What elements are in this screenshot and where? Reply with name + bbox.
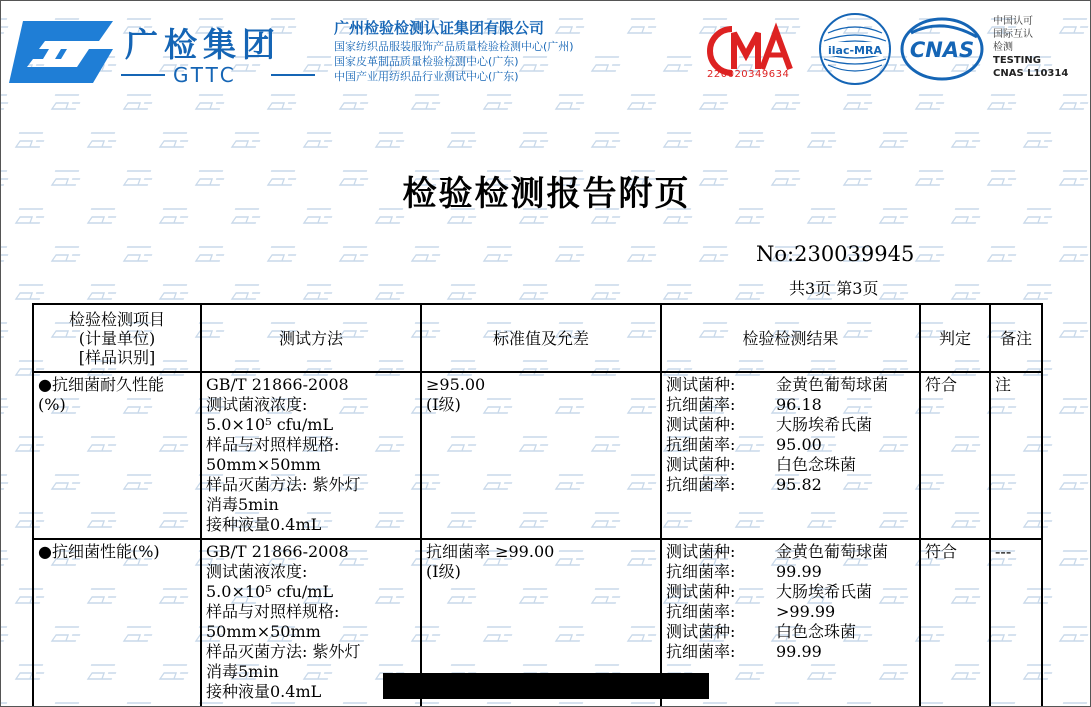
cell-verdict: 符合 (920, 372, 990, 539)
item-line: (%) (38, 395, 66, 414)
brand-name-en: GTTC (173, 63, 237, 87)
result-line (666, 435, 915, 455)
col-header-remark: 备注 (990, 304, 1042, 372)
gttc-logo-icon (9, 19, 113, 85)
col-header-verdict: 判定 (920, 304, 990, 372)
cnas-accreditation-text (993, 15, 1068, 80)
result-value: 金黄色葡萄球菌 (776, 375, 889, 394)
watermark-mark (806, 133, 839, 147)
result-label: 抗细菌率: (666, 562, 736, 581)
col-header-result: 检验检测结果 (661, 304, 920, 372)
col-header-item (33, 304, 201, 372)
result-line (666, 642, 915, 662)
org-line: 国家皮革制品质量检验检测中心(广东) (334, 55, 519, 68)
method-line: 样品灭菌方法: 紫外灯 (206, 475, 361, 494)
watermark-mark (446, 133, 479, 147)
watermark-mark (1058, 551, 1091, 565)
watermark-mark (338, 247, 371, 261)
method-line: 5.0×10⁵ cfu/mL (206, 582, 334, 601)
table-row (33, 372, 1042, 539)
watermark-mark (1058, 247, 1091, 261)
method-line: 接种液量0.4mL (206, 515, 322, 534)
result-value: 95.82 (776, 475, 822, 494)
result-label: 抗细菌率: (666, 435, 736, 454)
org-line: 中国产业用纺织品行业测试中心(广东) (334, 70, 519, 83)
result-value: 99.99 (776, 562, 822, 581)
watermark-mark (662, 285, 695, 299)
ilac-mra-mark-icon (816, 11, 894, 87)
cnas-line: TESTING (993, 55, 1041, 66)
watermark-mark (374, 133, 407, 147)
watermark-mark (1058, 399, 1091, 413)
watermark-mark (1, 399, 11, 413)
col-header-method: 测试方法 (201, 304, 421, 372)
watermark-mark (158, 285, 191, 299)
watermark-mark (878, 133, 911, 147)
cnas-mark-icon (897, 15, 987, 83)
result-line (666, 475, 915, 495)
results-table (32, 303, 1043, 707)
cell-standard (421, 372, 661, 539)
org-line: 国家纺织品服装服饰产品质量检验检测中心(广州) (334, 40, 574, 53)
watermark-mark (878, 285, 911, 299)
watermark-mark (1058, 475, 1091, 489)
watermark-mark (1, 323, 11, 337)
watermark-mark (1, 475, 11, 489)
method-line: 样品灭菌方法: 紫外灯 (206, 642, 361, 661)
result-label: 测试菌种: (666, 375, 736, 394)
method-line: GB/T 21866-2008 (206, 375, 349, 394)
watermark-mark (986, 247, 1019, 261)
org-name: 广州检验检测认证集团有限公司 (334, 19, 545, 37)
header-line: 检验检测项目 (68, 309, 165, 329)
method-line: 样品与对照样规格: (206, 602, 340, 621)
watermark-mark (1, 247, 11, 261)
item-line: ●抗细菌耐久性能 (38, 375, 164, 394)
watermark-mark (446, 285, 479, 299)
watermark-mark (50, 247, 83, 261)
brand-rule-right (271, 74, 315, 76)
result-value: 95.00 (776, 435, 822, 454)
cell-result (661, 372, 920, 539)
cell-method (201, 372, 421, 539)
result-label: 测试菌种: (666, 582, 736, 601)
watermark-mark (950, 133, 983, 147)
method-line: 测试菌液浓度: (206, 562, 308, 581)
watermark-mark (950, 285, 983, 299)
header-line: (计量单位) (78, 328, 156, 348)
result-line (666, 375, 915, 395)
watermark-mark (1022, 285, 1055, 299)
method-line: GB/T 21866-2008 (206, 542, 349, 561)
result-label: 抗细菌率: (666, 642, 736, 661)
brand-name-en-wrap (119, 63, 317, 87)
method-line: 测试菌液浓度: (206, 395, 308, 414)
result-line (666, 602, 915, 622)
header-line: [样品识别] (78, 347, 156, 367)
result-label: 测试菌种: (666, 415, 736, 434)
watermark-mark (86, 285, 119, 299)
standard-line: 抗细菌率 ≥99.00 (426, 542, 555, 561)
watermark-mark (122, 247, 155, 261)
result-label: 测试菌种: (666, 542, 736, 561)
item-line: ●抗细菌性能(%) (38, 542, 160, 561)
organization-block (334, 17, 574, 84)
watermark-mark (1058, 703, 1091, 707)
cnas-number: CNAS L10314 (993, 68, 1069, 79)
method-line: 5.0×10⁵ cfu/mL (206, 415, 334, 434)
result-label: 抗细菌率: (666, 475, 736, 494)
watermark-mark (1, 627, 11, 641)
table-header-row (33, 304, 1042, 372)
watermark-mark (230, 285, 263, 299)
result-value: >99.99 (776, 602, 836, 621)
watermark-mark (626, 247, 659, 261)
result-line (666, 395, 915, 415)
watermark-mark (14, 285, 47, 299)
result-label: 抗细菌率: (666, 395, 736, 414)
standard-line: ≥95.00 (426, 375, 486, 394)
cma-number: 220020349634 (707, 69, 790, 80)
cnas-line: 国际互认 (993, 29, 1033, 40)
col-header-standard: 标准值及允差 (421, 304, 661, 372)
watermark-mark (1022, 133, 1055, 147)
report-number: No:230039945 (756, 242, 915, 266)
method-line: 50mm×50mm (206, 622, 321, 641)
watermark-mark (194, 247, 227, 261)
result-value: 白色念珠菌 (776, 622, 857, 641)
method-line: 样品与对照样规格: (206, 435, 340, 454)
cell-verdict: 符合 (920, 539, 990, 707)
cell-item (33, 539, 201, 707)
svg-text:CNAS: CNAS (909, 38, 975, 62)
result-label: 测试菌种: (666, 622, 736, 641)
result-label: 抗细菌率: (666, 602, 736, 621)
result-line (666, 622, 915, 642)
result-line (666, 415, 915, 435)
watermark-mark (14, 133, 47, 147)
watermark-mark (554, 247, 587, 261)
result-line (666, 455, 915, 475)
redaction-bar (383, 673, 709, 699)
brand-name-cn: 广检集团 (125, 25, 281, 64)
watermark-mark (410, 247, 443, 261)
result-value: 96.18 (776, 395, 822, 414)
brand-rule-left (121, 74, 165, 76)
watermark-mark (230, 133, 263, 147)
cell-item (33, 372, 201, 539)
report-title: 检验检测报告附页 (402, 174, 691, 214)
watermark-mark (374, 285, 407, 299)
result-line (666, 582, 915, 602)
watermark-mark (1058, 627, 1091, 641)
watermark-mark (158, 133, 191, 147)
watermark-mark (518, 133, 551, 147)
watermark-mark (266, 247, 299, 261)
watermark-mark (698, 247, 731, 261)
watermark-mark (302, 133, 335, 147)
watermark-mark (86, 133, 119, 147)
watermark-mark (590, 285, 623, 299)
method-line: 50mm×50mm (206, 455, 321, 474)
cnas-line: 中国认可 (993, 16, 1033, 27)
result-value: 金黄色葡萄球菌 (776, 542, 889, 561)
watermark-mark (1, 551, 11, 565)
watermark-mark (302, 285, 335, 299)
result-label: 测试菌种: (666, 455, 736, 474)
result-line (666, 562, 915, 582)
method-line: 接种液量0.4mL (206, 682, 322, 701)
watermark-mark (734, 285, 767, 299)
result-value: 白色念珠菌 (776, 455, 857, 474)
method-line: 消毒5min (206, 662, 279, 681)
svg-text:ilac-MRA: ilac-MRA (828, 44, 882, 57)
cnas-line: 检测 (993, 42, 1013, 53)
result-value: 大肠埃希氏菌 (776, 415, 873, 434)
standard-line: (I级) (426, 395, 461, 414)
watermark-mark (662, 133, 695, 147)
result-value: 大肠埃希氏菌 (776, 582, 873, 601)
result-line (666, 542, 915, 562)
standard-line: (I级) (426, 562, 461, 581)
watermark-mark (914, 247, 947, 261)
watermark-mark (1, 703, 11, 707)
report-header (1, 1, 1091, 101)
method-line: 消毒5min (206, 495, 279, 514)
watermark-mark (518, 285, 551, 299)
result-value: 99.99 (776, 642, 822, 661)
cell-remark: --- (990, 539, 1042, 707)
watermark-mark (590, 133, 623, 147)
page-indicator: 共3页 第3页 (789, 279, 879, 298)
watermark-mark (1058, 323, 1091, 337)
cell-remark: 注 (990, 372, 1042, 539)
watermark-mark (482, 247, 515, 261)
watermark-mark (734, 133, 767, 147)
